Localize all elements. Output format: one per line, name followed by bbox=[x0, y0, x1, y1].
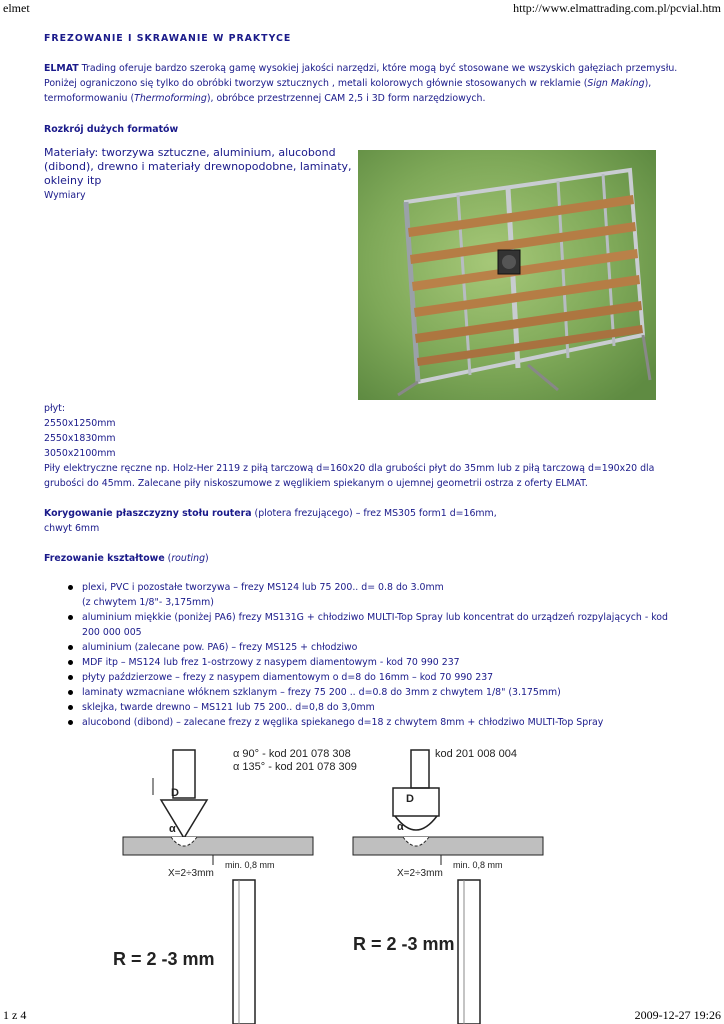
v-bit-diagram bbox=[113, 748, 357, 1024]
print-footer bbox=[0, 1008, 724, 1022]
panel-saw-photo bbox=[358, 150, 656, 400]
list-item: płyty paździerzowe – frezy z nasypem diamentowym o d=8 do 16mm – kod 70 990 237 bbox=[44, 670, 684, 685]
brand-name: ELMAT bbox=[44, 63, 79, 74]
right-code: kod 201 008 004 bbox=[435, 748, 517, 760]
list-item: aluminium miękkie (poniżej PA6) frezy MS131G + chłodziwo MULTI-Top Spray lub koncentrat do urządzeń rozpylających - kod 200 000 005 bbox=[44, 610, 684, 640]
left-code-90: α 90° - kod 201 078 308 bbox=[233, 748, 351, 760]
size-3: 3050x2100mm bbox=[44, 448, 116, 459]
page-number: 1 z 4 bbox=[3, 1008, 27, 1022]
left-code-135: α 135° - kod 201 078 309 bbox=[233, 761, 357, 773]
materials-text: Materiały: tworzywa sztuczne, aluminium, alucobond (dibond), drewno i materiały drewnopodobne, laminaty, okleiny itp bbox=[44, 146, 352, 187]
list-item: laminaty wzmacniane włóknem szklanym – frezy 75 200 .. d=0.8 do 3mm z chwytem 1/8" (3.175mm) bbox=[44, 685, 684, 700]
routing-list bbox=[44, 580, 684, 730]
dimensions-label: Wymiary bbox=[44, 190, 86, 201]
size-2: 2550x1830mm bbox=[44, 433, 116, 444]
right-alpha: α bbox=[397, 821, 404, 833]
right-min-label: min. 0,8 mm bbox=[453, 860, 503, 870]
plates-label: płyt: bbox=[44, 403, 65, 414]
size-1: 2550x1250mm bbox=[44, 418, 116, 429]
saws-paragraph: Piły elektryczne ręczne np. Holz-Her 2119 z piłą tarczową d=160x20 dla grubości płyt do 35mm lub z piłą tarczową d=190x20 dla grubości do 45mm. Zalecane piły niskoszumowe z węglikiem spiekanym o ujemnej geometrii ostrza z oferty ELMAT. bbox=[44, 463, 655, 489]
routing-heading: Frezowanie kształtowe (routing) bbox=[44, 553, 209, 564]
left-alpha: α bbox=[169, 823, 176, 835]
list-item: aluminium (zalecane pow. PA6) – frezy MS125 + chłodziwo bbox=[44, 640, 684, 655]
intro-paragraph: ELMAT Trading oferuje bardzo szeroką gamę wysokiej jakości narzędzi, które mogą być stosowane we wszyskich gałęziach przemysłu. Poniżej ograniczono się tylko do obróbki tworzyw sztucznych , metali kolorowych głównie stosowanych w reklamie (Sign Making), termoformowaniu (Thermoforming), obróbce przestrzennej CAM 2,5 i 3D form narzędziowych. bbox=[44, 63, 678, 104]
left-d-label: D bbox=[171, 787, 179, 799]
left-r-label: R = 2 -3 mm bbox=[113, 949, 215, 969]
right-d-label: D bbox=[406, 793, 414, 805]
right-x-label: X=2÷3mm bbox=[397, 868, 443, 879]
print-header-title: elmet bbox=[3, 1, 30, 15]
list-item: sklejka, twarde drewno – MS121 lub 75 200.. d=0,8 do 3,0mm bbox=[44, 700, 684, 715]
print-timestamp: 2009-12-27 19:26 bbox=[634, 1008, 721, 1022]
print-header bbox=[0, 1, 724, 15]
left-min-label: min. 0,8 mm bbox=[225, 860, 275, 870]
radius-bit-diagram bbox=[353, 748, 543, 1024]
left-x-label: X=2÷3mm bbox=[168, 868, 214, 879]
correction-title: Korygowanie płaszczyzny stołu routera bbox=[44, 508, 252, 519]
router-bit-diagrams bbox=[113, 740, 633, 1024]
correction-paragraph: Korygowanie płaszczyzny stołu routera (plotera frezującego) – frez MS305 form1 d=16mm, chwyt 6mm bbox=[44, 508, 497, 534]
list-item: MDF itp – MS124 lub frez 1-ostrzowy z nasypem diamentowym - kod 70 990 237 bbox=[44, 655, 684, 670]
print-header-url: http://www.elmattrading.com.pl/pcvial.htm bbox=[513, 1, 721, 15]
list-item: plexi, PVC i pozostałe tworzywa – frezy MS124 lub 75 200.. d= 0.8 do 3.0mm (z chwytem 1/8"- 3,175mm) bbox=[44, 580, 684, 610]
large-format-title: Rozkrój dużych formatów bbox=[44, 124, 179, 135]
cut-off-heading: FREZOWANIE I SKRAWANIE W PRAKTYCE bbox=[44, 33, 292, 44]
list-item: alucobond (dibond) – zalecane frezy z węglika spiekanego d=18 z chwytem 8mm + chłodziwo MULTI-Top Spray bbox=[44, 715, 684, 730]
right-r-label: R = 2 -3 mm bbox=[353, 934, 455, 954]
